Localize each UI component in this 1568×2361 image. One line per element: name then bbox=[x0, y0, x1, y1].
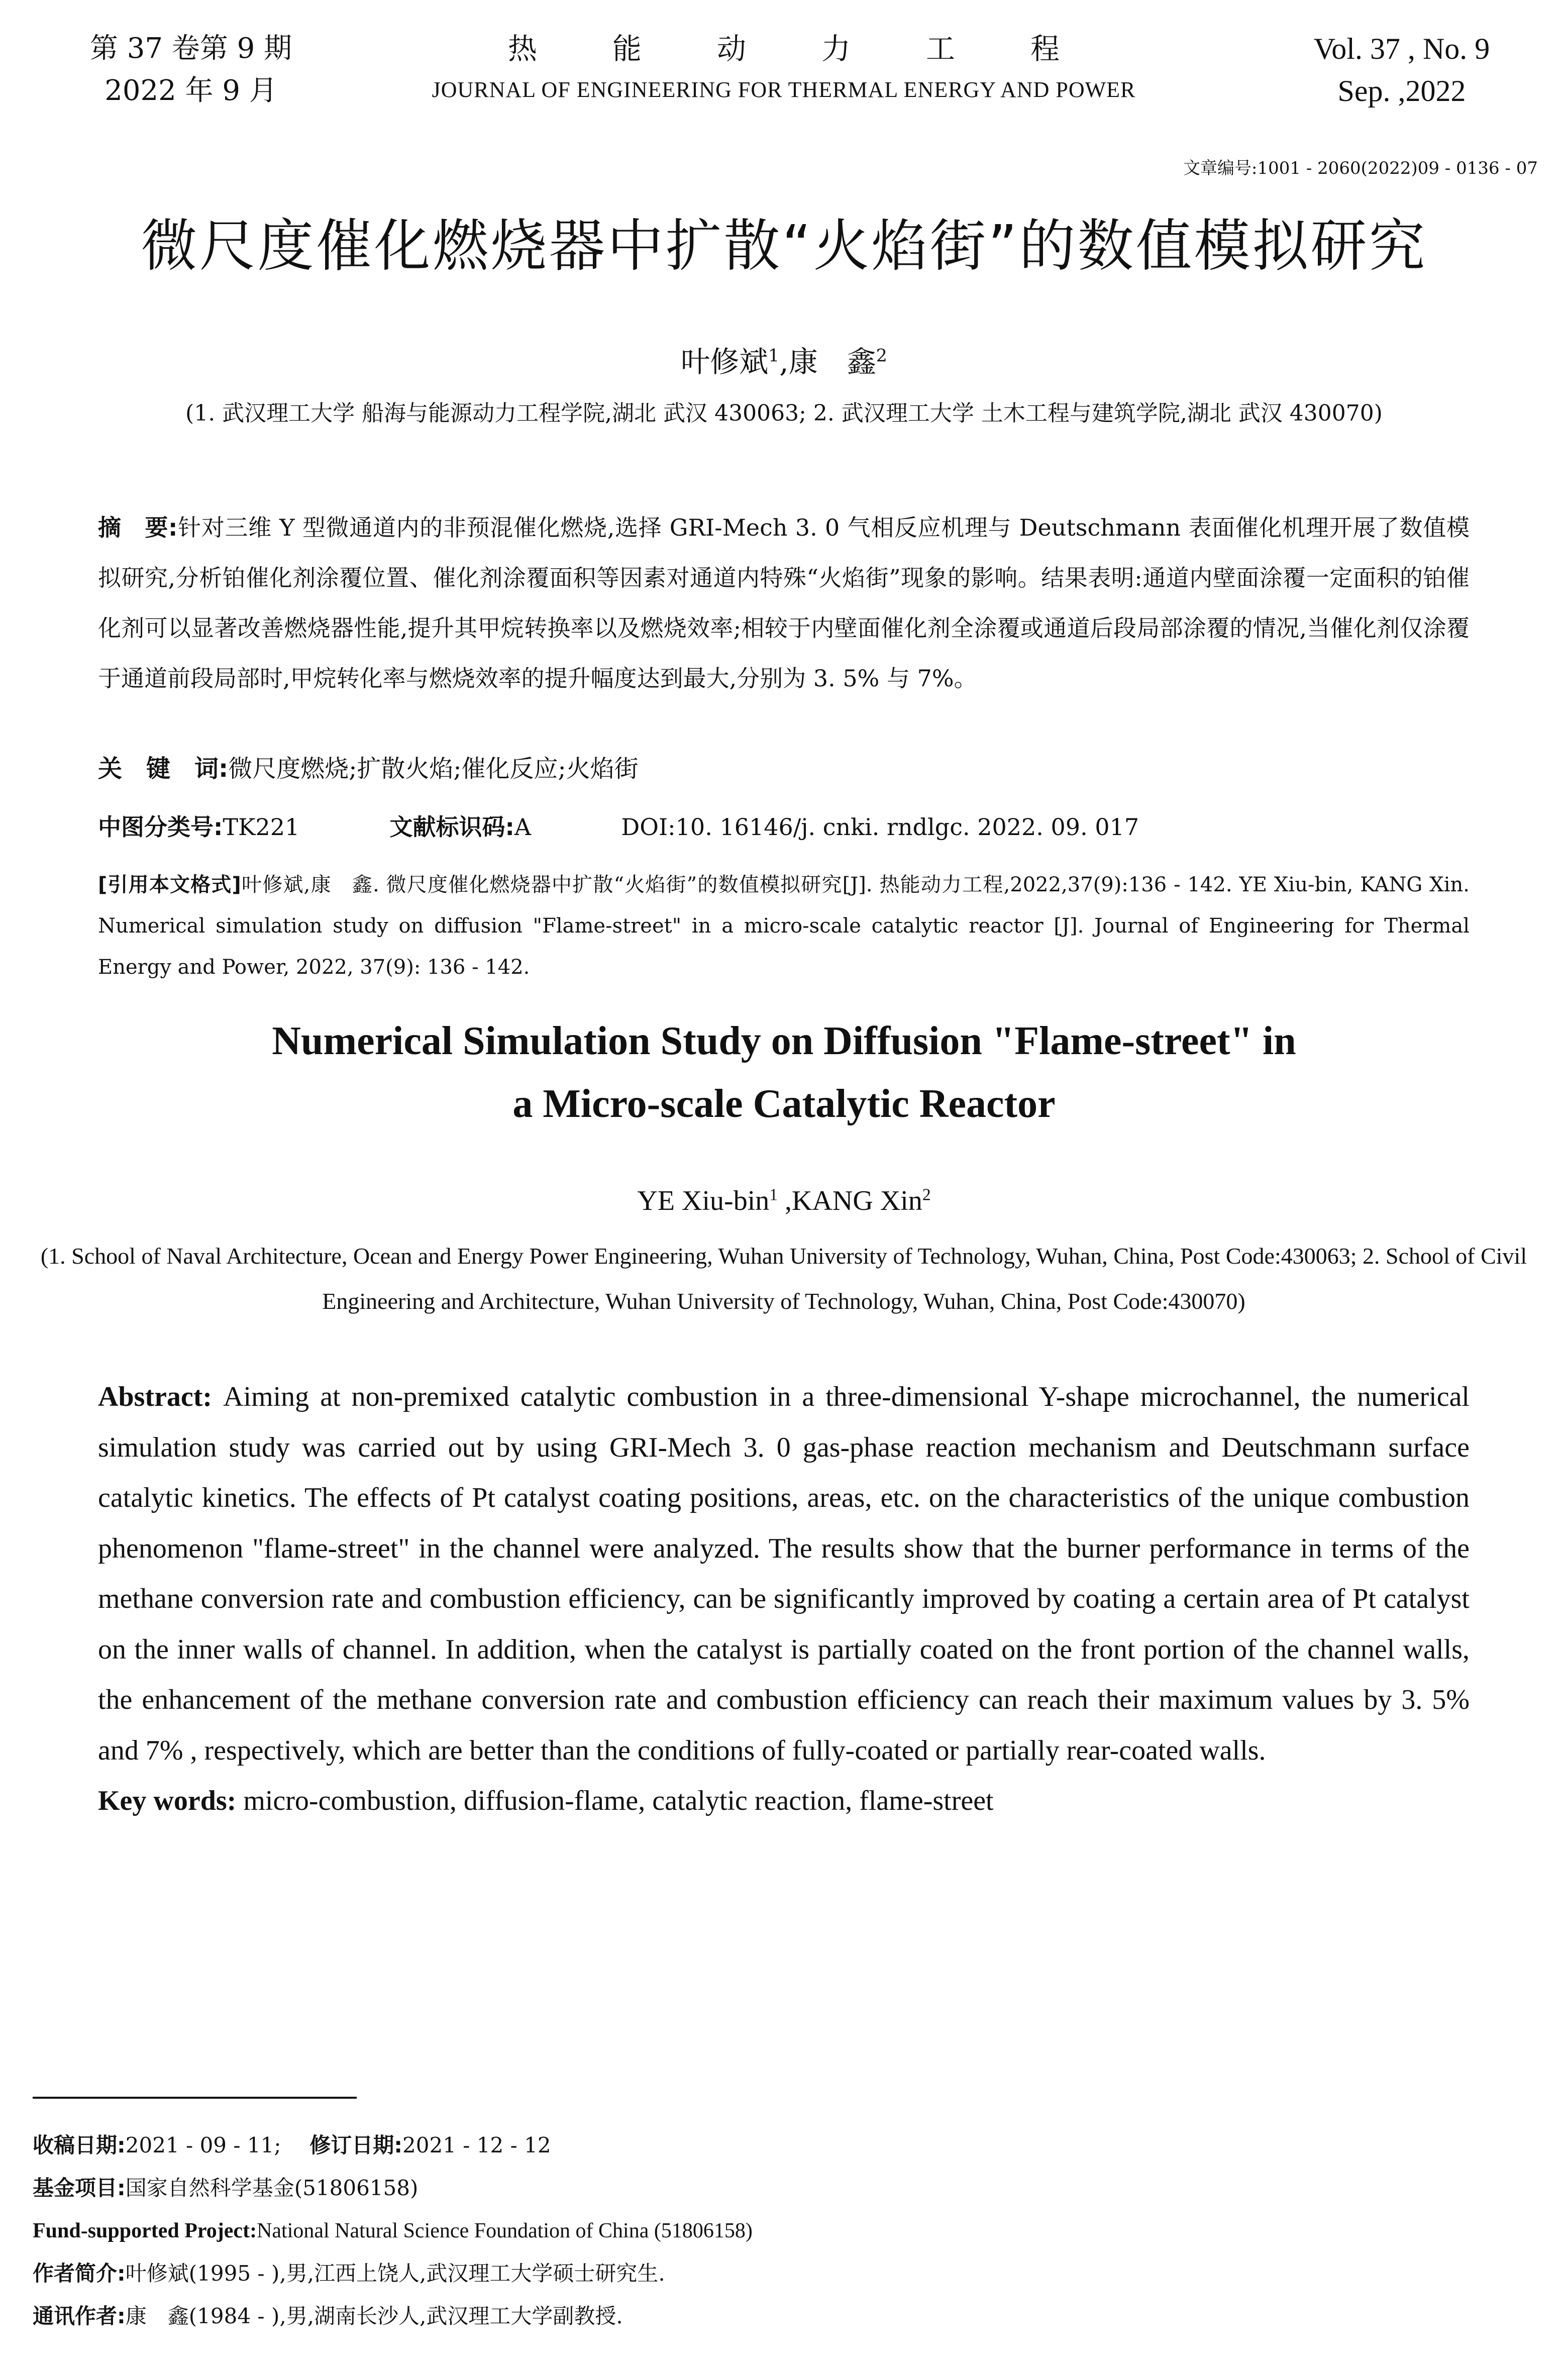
keywords-en-label: Key words bbox=[98, 1785, 227, 1816]
journal-name-en: JOURNAL OF ENGINEERING FOR THERMAL ENERGY AND POWER bbox=[432, 77, 1136, 102]
author-name: 叶修斌 bbox=[681, 345, 769, 379]
citation-block bbox=[98, 864, 1470, 988]
bio-text: 叶修斌(1995 - ),男,江西上饶人,武汉理工大学硕士研究生. bbox=[125, 2261, 665, 2286]
revised-date: 2021 - 12 - 12 bbox=[402, 2133, 551, 2158]
journal-name-cn: 热能动力工程 bbox=[507, 32, 1135, 66]
author-name: 康 鑫 bbox=[788, 345, 876, 379]
header-date-en: Sep. ,2022 bbox=[1337, 74, 1466, 108]
author-separator: , bbox=[778, 1185, 792, 1216]
clc-label: 中图分类号: bbox=[98, 813, 223, 841]
keywords-en-text: micro-combustion, diffusion-flame, catalytic reaction, flame-street bbox=[243, 1785, 994, 1816]
paper-title-cn: 微尺度催化燃烧器中扩散“火焰街”的数值模拟研究 bbox=[141, 214, 1427, 279]
author-affil-mark: 1 bbox=[768, 346, 780, 366]
abstract-cn-text: 针对三维 Y 型微通道内的非预混催化燃烧,选择 GRI-Mech 3. 0 气相反应机理与 Deutschmann 表面催化机理开展了数值模拟研究,分析铂催化剂涂覆位置、催化剂涂覆面积等因素对通道内特殊“火焰街”现象的影响。结果表明:通道内壁面涂覆一定面积的铂催化剂可以显著改善燃烧器性能,提升其甲烷转换率以及燃烧效率;相较于内壁面催化剂全涂覆或通道后段局部涂覆的情况,当催化剂仅涂覆于通道前段局部时,甲烷转化率与燃烧效率的提升幅度达到最大,分别为 3. 5% 与 7%。 bbox=[98, 514, 1470, 692]
doi: DOI:10. 16146/j. cnki. rndlgc. 2022. 09. 017 bbox=[621, 813, 1139, 841]
article-number: 文章编号:1001 - 2060(2022)09 - 0136 - 07 bbox=[1183, 158, 1538, 178]
header-volume-cn: 第 37 卷第 9 期 bbox=[89, 32, 292, 65]
abstract-en: Abstract: Aiming at non-premixed catalytic combustion in a three-dimensional Y-shape microchannel, the numerical simulation study was carried out by using GRI-Mech 3. 0 gas-phase reaction mechanism and Deutschmann surface catalytic kinetics. The effects of Pt catalyst coating positions, areas, etc. on the characteristics of the unique combustion phenomenon "flame-street" in the channel were analyzed. The results show that the burner performance in terms of the methane conversion rate and combustion efficiency, can be significantly improved by coating a certain area of Pt catalyst on the inner walls of channel. In addition, when the catalyst is partially coated on the front portion of the channel walls, the enhancement of the methane conversion rate and combustion efficiency can reach their maximum values by 3. 5% and 7% , respectively, which are better than the conditions of fully-coated or partially rear-coated walls. Key words: micro-combustion, diffusion-flame, catalytic reaction, flame-street bbox=[98, 1381, 1470, 1816]
author-affil-mark: 1 bbox=[769, 1185, 778, 1204]
footnote-author-bio bbox=[33, 2259, 1540, 2289]
header-issue-en bbox=[1276, 28, 1527, 112]
footnote-fund-en: Fund-supported Project:National Natural Science Foundation of China (51806158) bbox=[33, 2219, 753, 2242]
header-journal bbox=[352, 28, 1216, 110]
fund-en-label: Fund-supported Project bbox=[33, 2219, 250, 2242]
author-separator: , bbox=[779, 345, 789, 379]
footnote-fund-cn bbox=[33, 2173, 1540, 2203]
affiliations-cn: (1. 武汉理工大学 船海与能源动力工程学院,湖北 武汉 430063; 2. 武汉理工大学 土木工程与建筑学院,湖北 武汉 430070) bbox=[185, 400, 1383, 426]
citation-label: [引用本文格式] bbox=[98, 873, 241, 896]
doc-code-label: 文献标识码: bbox=[389, 813, 514, 841]
revised-label: 修订日期: bbox=[309, 2133, 403, 2158]
corr-label: 通讯作者: bbox=[33, 2304, 126, 2328]
author-affil-mark: 2 bbox=[922, 1185, 931, 1204]
header-issue-cn bbox=[60, 28, 322, 112]
corr-text: 康 鑫(1984 - ),男,湖南长沙人,武汉理工大学副教授. bbox=[125, 2304, 623, 2328]
author-affil-mark: 2 bbox=[876, 346, 887, 366]
abstract-cn bbox=[98, 502, 1470, 703]
author-name: YE Xiu-bin bbox=[637, 1185, 770, 1216]
authors-cn bbox=[0, 342, 1568, 382]
authors-en bbox=[0, 1181, 1568, 1221]
abstract-en-text: Aiming at non-premixed catalytic combustion in a three-dimensional Y-shape microchannel, the numerical simulation study was carried out by using GRI-Mech 3. 0 gas-phase reaction mechanism and Deutschmann surface catalytic kinetics. The effects of Pt catalyst coating positions, areas, etc. on the characteristics of the unique combustion phenomenon "flame-street" in the channel were analyzed. The results show that the burner performance in terms of the methane conversion rate and combustion efficiency, can be significantly improved by coating a certain area of Pt catalyst on the inner walls of channel. In addition, when the catalyst is partially coated on the front portion of the channel walls, the enhancement of the methane conversion rate and combustion efficiency can reach their maximum values by 3. 5% and 7% , respectively, which are better than the conditions of fully-coated or partially rear-coated walls. bbox=[98, 1381, 1470, 1766]
paper-title-en bbox=[0, 1010, 1568, 1136]
paper-title-en-line1: Numerical Simulation Study on Diffusion "Flame-street" in bbox=[272, 1019, 1296, 1063]
citation-text: 叶修斌,康 鑫. 微尺度催化燃烧器中扩散“火焰街”的数值模拟研究[J]. 热能动力工程,2022,37(9):136 - 142. YE Xiu-bin, KANG Xin. Numerical simulation study on diffusion "Flame-street" in a micro-scale catalytic reactor [J]. Journal of Engineering for Thermal Energy and Power, 2022, 37(9): 136 - 142. bbox=[98, 873, 1470, 979]
abstract-cn-label: 摘 要: bbox=[98, 514, 178, 541]
footnote-corresponding bbox=[33, 2301, 1540, 2331]
keywords-cn-text: 微尺度燃烧;扩散火焰;催化反应;火焰街 bbox=[228, 755, 639, 783]
paper-title-en-line2: a Micro-scale Catalytic Reactor bbox=[512, 1082, 1056, 1126]
abstract-en-label: Abstract bbox=[98, 1381, 203, 1412]
received-date: 2021 - 09 - 11; bbox=[125, 2133, 281, 2158]
footnote-rule bbox=[33, 2097, 357, 2099]
classification-line bbox=[98, 807, 1470, 847]
keywords-cn bbox=[98, 749, 1470, 789]
header-volume-en: Vol. 37 , No. 9 bbox=[1313, 32, 1490, 65]
clc-value: TK221 bbox=[223, 813, 300, 841]
footnote-dates bbox=[33, 2130, 1540, 2161]
bio-label: 作者简介: bbox=[33, 2261, 126, 2286]
author-name: KANG Xin bbox=[792, 1185, 922, 1216]
fund-cn-text: 国家自然科学基金(51806158) bbox=[125, 2176, 419, 2200]
fund-en-text: National Natural Science Foundation of China (51806158) bbox=[257, 2219, 753, 2242]
affiliations-en: (1. School of Naval Architecture, Ocean and Energy Power Engineering, Wuhan University of Technology, Wuhan, China, Post Code:430063; 2. School of Civil Engineering and Architecture, Wuhan University of Technology, Wuhan, China, Post Code:430070) bbox=[40, 1243, 1527, 1314]
doc-code-value: A bbox=[514, 813, 532, 841]
header-date-cn: 2022 年 9 月 bbox=[104, 74, 277, 107]
fund-cn-label: 基金项目: bbox=[33, 2176, 126, 2200]
keywords-cn-label: 关 键 词: bbox=[98, 755, 229, 783]
received-label: 收稿日期: bbox=[33, 2133, 126, 2158]
